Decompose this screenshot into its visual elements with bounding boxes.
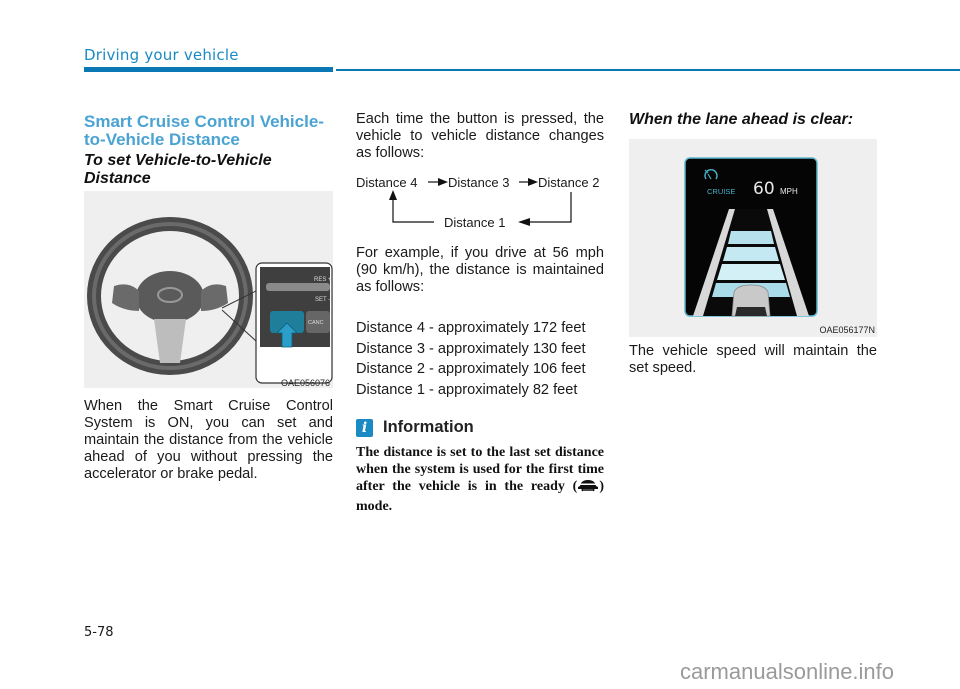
distance-item: Distance 1 - approximately 82 feet: [356, 381, 578, 398]
information-body: [356, 444, 604, 515]
distance-cycle-diagram: [356, 170, 606, 232]
steering-wheel-figure: [84, 191, 333, 388]
information-text-part1: The distance is set to the last set distance when the system is used for the first time after the vehicle is in the ready (: [356, 445, 604, 494]
distance-item: Distance 3 - approximately 130 feet: [356, 340, 586, 357]
steering-wheel-illustration: [84, 191, 333, 388]
speed-unit: MPH: [780, 187, 798, 196]
watermark: carmanualsonline.info: [680, 659, 895, 684]
page-number: 5-78: [84, 625, 114, 640]
information-title: Information: [383, 418, 474, 436]
diagram-node-distance-2: Distance 2: [538, 175, 600, 190]
button-press-paragraph: Each time the button is pressed, the vehicle to vehicle distance changes as follows:: [356, 111, 604, 161]
figure-caption: OAE056076: [280, 378, 330, 388]
example-paragraph: For example, if you drive at 56 mph (90 km/h), the distance is maintained as follows:: [356, 245, 604, 295]
subsection-heading: To set Vehicle-to-Vehicle Distance: [84, 152, 272, 187]
set-label: SET -: [315, 297, 331, 303]
header-rule-thin: [336, 69, 960, 71]
diagram-node-distance-3: Distance 3: [448, 175, 510, 190]
header-rule-thick: [84, 67, 333, 72]
information-text-part2: ) mode.: [356, 479, 604, 514]
figure-caption: OAE056177N: [819, 325, 875, 335]
cluster-display-figure: [629, 139, 877, 337]
distance-item: Distance 2 - approximately 106 feet: [356, 361, 586, 377]
diagram-node-distance-4: Distance 4: [356, 175, 418, 190]
speed-maintain-paragraph: The vehicle speed will maintain the set speed.: [629, 343, 877, 376]
lane-clear-heading: When the lane ahead is clear:: [629, 111, 854, 128]
section-heading: Smart Cruise Control Vehicle-to-Vehicle Distance: [84, 112, 324, 149]
cruise-label: CRUISE: [707, 187, 736, 196]
distance-list: [356, 318, 616, 400]
distance-item: Distance 4 - approximately 172 feet: [356, 320, 586, 336]
svg-text:CANC: CANC: [308, 320, 324, 326]
information-icon: i: [356, 419, 373, 437]
set-speed-value: 60: [753, 179, 775, 199]
diagram-node-distance-1: Distance 1: [444, 215, 506, 230]
intro-paragraph: When the Smart Cruise Control System is ON, you can set and maintain the distance from the vehicle ahead of you without pressing the accelerator or brake pedal.: [84, 398, 333, 482]
section-header-title: Driving your vehicle: [84, 46, 239, 64]
ready-car-icon: [577, 478, 599, 498]
res-label: RES +: [314, 277, 332, 283]
